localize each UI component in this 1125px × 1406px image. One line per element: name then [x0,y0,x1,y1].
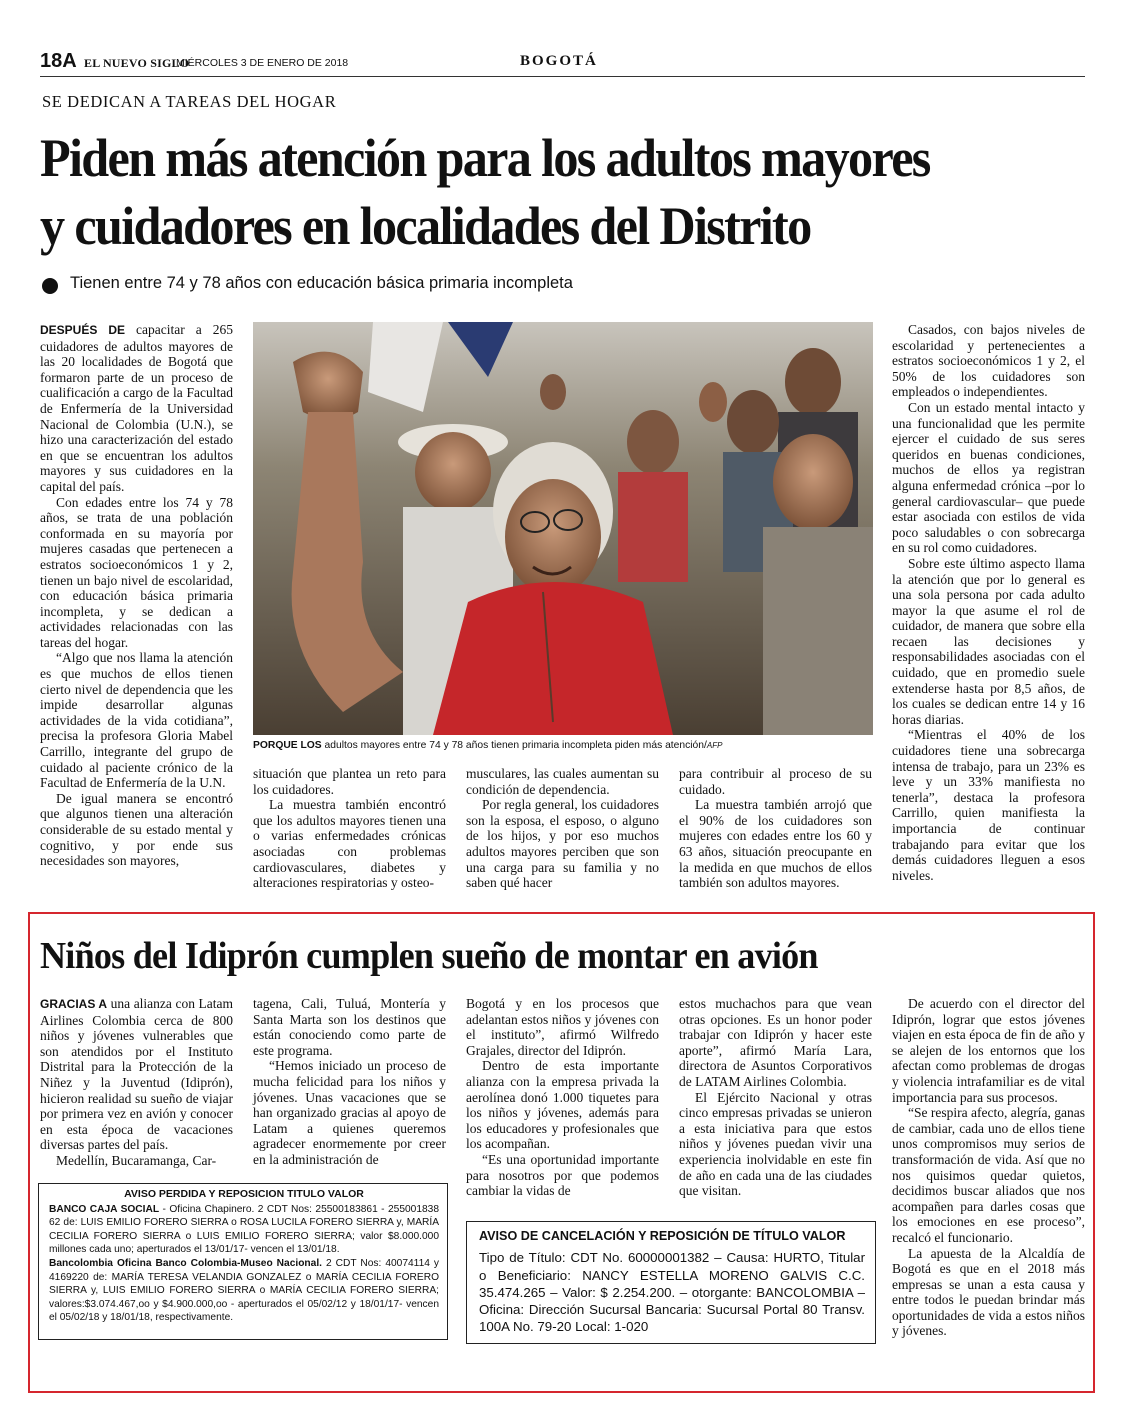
paragraph: estos muchachos para que vean otras opciones. Es un honor poder trabajar con Idiprón y hacer este aporte”, afirmó María Lara, directora de Asuntos Corporativos de LATAM Airlines Colombia. [679,996,872,1089]
legal-notice-1 [38,1183,448,1340]
article-kicker: SE DEDICAN A TAREAS DEL HOGAR [42,92,337,111]
article-2-column-3 [466,996,659,1199]
protest-photo-illustration [253,322,873,735]
notice-paragraph: Bancolombia Oficina Banco Colombia-Museo Nacional. 2 CDT Nos: 40074114 y 4169220 de: MARÍA TERESA VELANDIA GONZALEZ o MARÍA CECILIA FORERO SIERRA y, LUIS EMILIO FORERO SIERRA o MARÍA CECILIA FORERO SIERRA; valores:$3.074.467,oo y $4.900.000,oo - aperturados el 05/02/12 y 18/01/17- vencen el 05/02/18 y 18/01/18, respectivamente. [49,1257,439,1324]
lead-in: GRACIAS A [40,997,108,1011]
paragraph: Con edades entre los 74 y 78 años, se trata de una población conformada en su mayoría por mujeres casadas que pertenecen a estratos socioeconómicos 1 y 2, tienen un bajo nivel de escolaridad, con educación básica primaria incompleta, y se dedican a actividades relacionadas con las tareas del hogar. [40,494,233,650]
notice-body: Tipo de Título: CDT No. 60000001382 – Causa: HURTO, Titular o Beneficiario: NANCY ESTELLA MORENO GALVIS C.C. 35.474.265 – Valor: $ 2.254.200. – otorgante: BANCOLOMBIA – Oficina: Dirección Sucursal Bancaria: Sucursal Portal 80 Transv. 100A No. 79-20 Local: 1-020 [479,1250,865,1335]
paragraph: Con un estado mental intacto y una funcionalidad que les permite ejercer el cuidado de sus seres queridos en buenas condiciones, muchos de ellos ya registran alguna enfermedad crónica –por lo general cardiovascular– que puede estar asociada con estilos de vida poco saludables o con sobrecarga en su rol como cuidadores. [892,399,1085,556]
paragraph: Casados, con bajos niveles de escolaridad y pertenecientes a estratos socioeconómicos 1 y 2, el 50% de los cuidadores son empleados o independientes. [892,322,1085,400]
bullet-icon [42,278,58,294]
notice-paragraph: BANCO CAJA SOCIAL - Oficina Chapinero. 2 CDT Nos: 25500183861 - 255001838 62 de: LUIS EMILIO FORERO SIERRA o ROSA LUCILA FORERO SIERRA y, MARÍA CECILIA FORERO SIERRA o LUIS EMILIO FORERO SIERRA; valor $8.000.000 millones cada uno; aperturados el 13/01/17- vencen el 13/01/18. [49,1203,439,1256]
legal-notice-2 [466,1221,876,1344]
paragraph: tagena, Cali, Tuluá, Montería y Santa Marta son los destinos que están conociendo como parte de este programa. [253,996,446,1058]
article-2-column-5 [892,996,1085,1339]
paragraph: Por regla general, los cuidadores son la esposa, el esposo, o alguno de los hijos, y por eso muchos adultos mayores perciben que son una carga para su familia y no saben qué hacer [466,797,659,891]
news-photo [253,322,873,735]
paragraph: “Mientras el 40% de los cuidadores tiene una sobrecarga intensa de trabajo, para un 23% es leve y un 33% manifiesta no tenerla”, destaca la profesora Carrillo, quien manifiesta la importancia de continuar trabajando para evitar que los demás cuidadores lleguen a esos niveles. [892,727,1085,883]
paragraph: para contribuir al proceso de su cuidado. [679,766,872,797]
article-column-1 [40,322,233,869]
paragraph: GRACIAS A una alianza con Latam Airlines Colombia cerca de 800 niños y jóvenes vulnerables que son atendidos por el Instituto Distrital para la Protección de la Niñez y la Juventud (Idiprón), hicieron realidad su sueño de viajar por primera vez en avión y conocer en esta época de vacaciones diversas partes del país. [40,996,234,1153]
paragraph: El Ejército Nacional y otras cinco empresas privadas se unieron a esta iniciativa para que estos niños y jóvenes puedan vivir una experiencia inolvidable en este fin de año en cada una de las ciudades que visitan. [679,1089,872,1199]
paragraph: De igual manera se encontró que algunos tienen una alteración considerable de su estado mental y cognitivo, y por ende sus necesidades son mayores, [40,790,233,869]
article-column-5 [892,322,1085,883]
paragraph: La apuesta de la Alcaldía de Bogotá es que en el 2018 más empresas se unan a esta causa y entre todos le puedan brindar más oportunidades de vida a estos niños y jóvenes. [892,1245,1085,1339]
article-2-headline: Niños del Idiprón cumplen sueño de montar en avión [40,935,818,977]
article-2-column-1 [40,996,233,1169]
article-2-column-2 [253,996,446,1168]
section-name: BOGOTÁ [520,53,598,69]
lead-in: DESPUÉS DE [40,323,125,337]
paragraph: Sobre este último aspecto llama la atención que por lo general es una sola persona por cada adulto mayor la que asume el rol de cuidador, de manera que sobre ella recaen las decisiones y responsabilidades asociadas con el cuidado, que en promedio suele extenderse hasta por 8,5 años, de los cuales se dedican entre 14 y 16 horas diarias. [892,555,1085,727]
headline-line-1: Piden más atención para los adultos mayores [40,128,930,188]
headline-line-2: y cuidadores en localidades del Distrito [40,196,811,256]
page-number: 18A [40,50,77,72]
paragraph: musculares, las cuales aumentan su condición de dependencia. [466,766,659,797]
paragraph: La muestra también encontró que los adultos mayores tienen una o varias enfermedades crónicas asociadas con problemas cardiovasculares, diabetes y alteraciones respiratorias y osteo- [253,797,446,891]
paragraph: “Se respira afecto, alegría, ganas de cambiar, cada uno de ellos tiene unos compromisos muy serios de transformación de vida. Así que no nos quisimos quedar quietos, decidimos buscar aliados que nos acompañen para darles cosas que los emociones en ese proceso”, recalcó el funcionario. [892,1105,1085,1245]
paragraph: “Hemos iniciado un proceso de mucha felicidad para los niños y jóvenes. Unas vacaciones que se han organizado gracias al apoyo de Latam a quienes queremos agradecer enormemente por creer en la administración de [253,1058,446,1167]
article-headline [40,124,1026,260]
photo-credit: AFP [706,741,723,750]
article-column-2 [253,766,446,891]
header-rule [40,76,1085,77]
article-2-column-4 [679,996,872,1199]
paragraph: La muestra también arrojó que el 90% de los cuidadores son mujeres con edades entre los 60 y 63 años, situación preocupante en la medida en que muchos de ellos también son adultos mayores. [679,797,872,891]
article-subhead: Tienen entre 74 y 78 años con educación básica primaria incompleta [70,274,573,292]
paragraph: “Es una oportunidad importante para nosotros por que podemos cambiar la vidas de [466,1151,659,1199]
notice-title: AVISO DE CANCELACIÓN Y REPOSICIÓN DE TÍTULO VALOR [479,1229,846,1243]
paragraph: Dentro de esta importante alianza con la empresa privada la aerolínea donó 1.000 tiquetes para los niños y jóvenes, además para los educadores y profesionales que los acompañan. [466,1058,659,1152]
paragraph: De acuerdo con el director del Idiprón, lograr que estos jóvenes viajen en esta época de fin de año y se alejen de los entornos que los afectan como problemas de drogas y violencia intrafamiliar es de vital importancia para sus procesos. [892,996,1085,1105]
paragraph: DESPUÉS DE capacitar a 265 cuidadores de adultos mayores de las 20 localidades de Bogotá que formaron parte de un proceso de cualificación a cargo de la Facultad de Enfermería de la Universidad Nacional de Colombia (U.N.), se hizo una caracterización del estado en que se encuentran los adultos mayores y sus cuidadores en la capital del país. [40,322,233,494]
newspaper-name: EL NUEVO SIGLO [84,56,190,70]
paragraph: Medellín, Bucaramanga, Car- [56,1152,217,1168]
article-column-4 [679,766,872,891]
paragraph: situación que plantea un reto para los cuidadores. [253,766,446,797]
photo-caption: PORQUE LOS adultos mayores entre 74 y 78 años tienen primaria incompleta piden más atención/AFP [253,740,723,751]
issue-date: MIÉRCOLES 3 DE ENERO DE 2018 [176,57,349,69]
notice-title: AVISO PERDIDA Y REPOSICION TITULO VALOR [124,1188,364,1200]
paragraph: Bogotá y en los procesos que adelantan estos niños y jóvenes con el instituto”, afirmó Wilfredo Grajales, director del Idiprón. [466,996,659,1058]
paragraph: “Algo que nos llama la atención es que muchos de ellos tienen cierto nivel de dependencia que les impide desarrollar algunas actividades de la vida cotidiana”, precisa la profesora Gloria Mabel Carrillo, integrante del grupo de cuidado al paciente crónico de la Facultad de Enfermería de la U.N. [40,650,233,791]
article-column-3 [466,766,659,891]
